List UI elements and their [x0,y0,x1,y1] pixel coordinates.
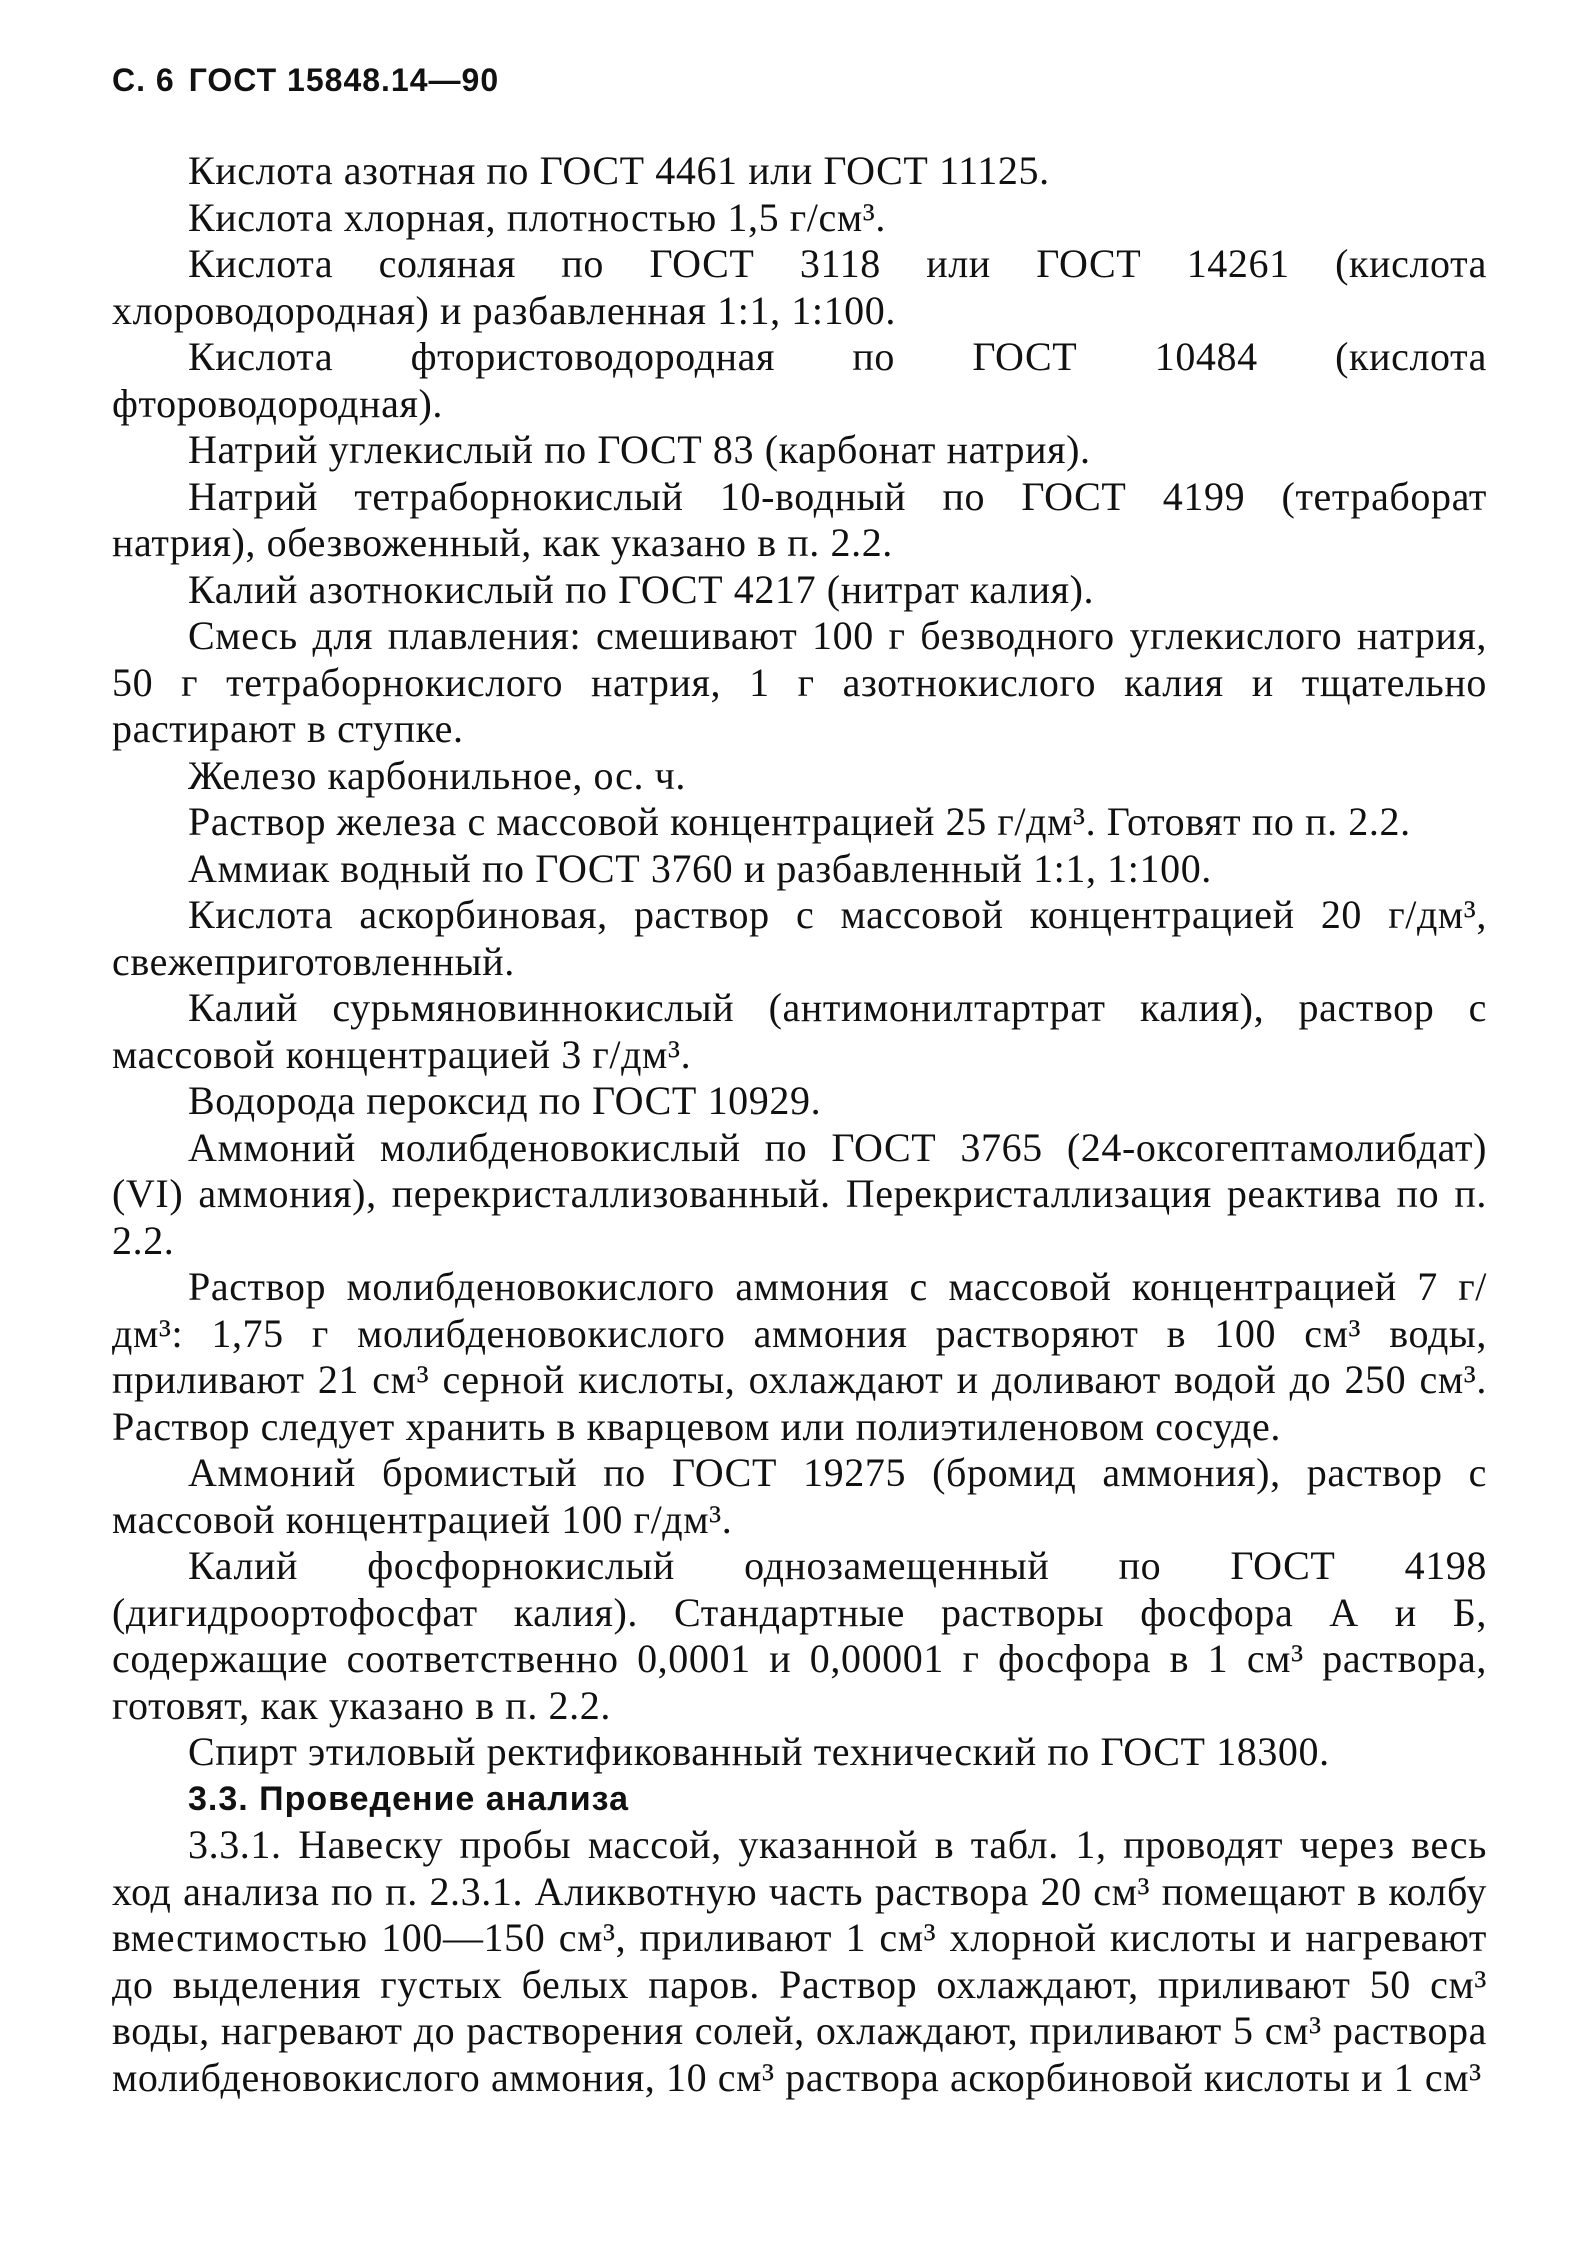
paragraph: Железо карбонильное, ос. ч. [188,752,686,798]
page-number: С. 6 [112,62,175,98]
paragraph: Натрий углекислый по ГОСТ 83 (карбонат натрия). [188,427,1091,472]
section-heading: 3.3. Проведение анализа [188,1779,629,1818]
paragraph: Раствор железа с массовой концентрацией 25 г/дм³. Готовят по п. 2.2. [188,799,1411,844]
paragraph: Смесь для плавления: смешивают 100 г безводного углекислого натрия, 50 г тетраборнокислого натрия, 1 г азотнокислого калия и тщательно растирают в ступке. [112,613,1487,751]
paragraph: Водорода пероксид по ГОСТ 10929. [188,1078,822,1123]
standard-number: ГОСТ 15848.14—90 [188,62,500,98]
paragraph: Кислота соляная по ГОСТ 3118 или ГОСТ 14261 (кислота хлороводородная) и разбавленная 1:1, 1:100. [112,241,1487,333]
paragraph: Аммиак водный по ГОСТ 3760 и разбавленный 1:1, 1:100. [188,845,1212,891]
section-paragraph: 3.3.1. Навеску пробы массой, указанной в табл. 1, проводят через весь ход анализа по п. 2.3.1. Аликвотную часть раствора 20 см³ помещают в колбу вместимостью 100—150 см³, приливают 1 см³ хлорной кислоты и нагревают до выделения густых белых паров. Раствор охлаждают, приливают 50 см³ воды, нагревают до растворения солей, охлаждают, приливают 5 см³ раствора молибденовокислого аммония, 10 см³ раствора аскорбиновой кислоты и 1 см³ [112,1822,1487,2100]
paragraph: Раствор молибденовокислого аммония с массовой концентрацией 7 г/дм³: 1,75 г молибденовокислого аммония растворяют в 100 см³ воды, приливают 21 см³ серной кислоты, охлаждают и доливают водой до 250 см³. Раствор следует хранить в кварцевом или полиэтиленовом сосуде. [112,1264,1487,1449]
paragraph: Калий азотнокислый по ГОСТ 4217 (нитрат калия). [188,566,1095,612]
paragraph: Спирт этиловый ректификованный технический по ГОСТ 18300. [188,1729,1330,1774]
document-body [112,148,1487,2101]
paragraph: Аммоний молибденовокислый по ГОСТ 3765 (24-оксогептамолибдат) (VI) аммония), перекристаллизованный. Перекристаллизация реактива по п. 2.2. [112,1124,1487,1263]
paragraph: Кислота хлорная, плотностью 1,5 г/см³. [188,194,886,240]
paragraph: Кислота азотная по ГОСТ 4461 или ГОСТ 11125. [188,148,1050,193]
paragraph: Кислота фтористоводородная по ГОСТ 10484 (кислота фтороводородная). [112,334,1487,426]
paragraph: Калий фосфорнокислый однозамещенный по ГОСТ 4198 (дигидроортофосфат калия). Стандартные растворы фосфора А и Б, содержащие соответственно 0,0001 и 0,00001 г фосфора в 1 см³ раствора, готовят, как указано в п. 2.2. [112,1543,1487,1728]
page-header [112,62,513,99]
paragraph: Натрий тетраборнокислый 10-водный по ГОСТ 4199 (тетраборат натрия), обезвоженный, как указано в п. 2.2. [112,473,1487,565]
paragraph: Аммоний бромистый по ГОСТ 19275 (бромид аммония), раствор с массовой концентрацией 100 г/дм³. [112,1450,1487,1542]
paragraph: Калий сурьмяновиннокислый (антимонилтартрат калия), раствор с массовой концентрацией 3 г/дм³. [112,985,1487,1077]
paragraph: Кислота аскорбиновая, раствор с массовой концентрацией 20 г/дм³, свежеприготовленный. [112,892,1487,984]
